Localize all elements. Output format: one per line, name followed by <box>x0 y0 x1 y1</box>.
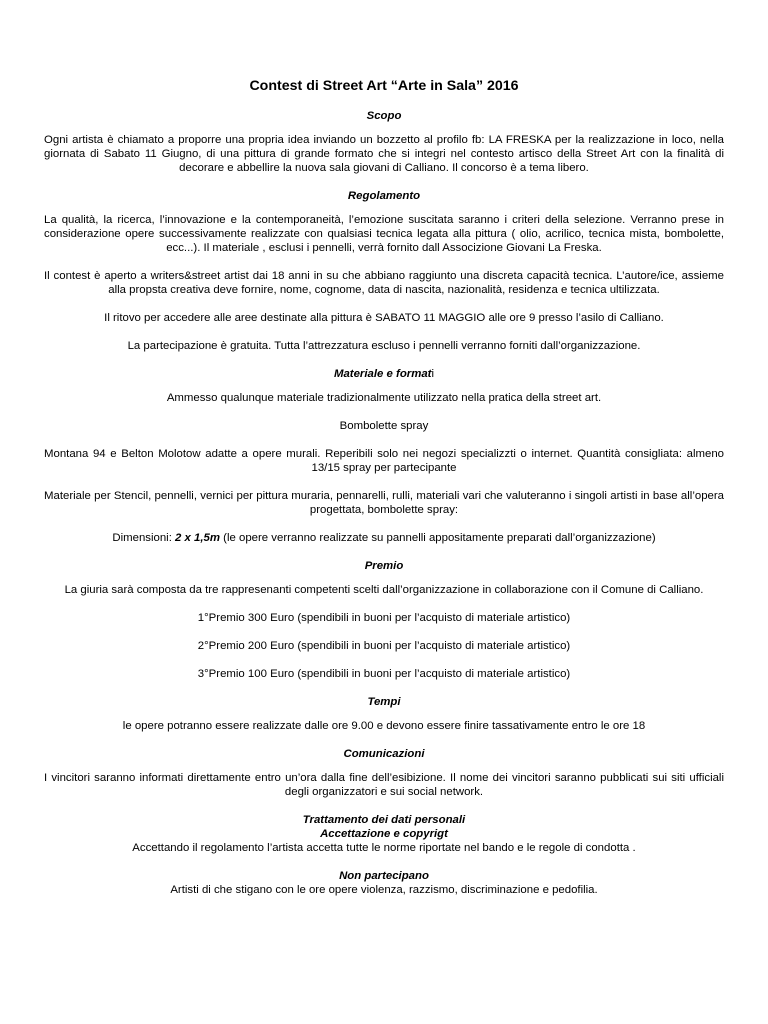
dimensioni-label: Dimensioni: <box>112 532 176 544</box>
section-heading-tempi: Tempi <box>367 696 401 708</box>
regolamento-paragraph-3: Il ritovo per accedere alle aree destinate alla pittura è SABATO 11 MAGGIO alle ore 9 presso l’asilo di Calliano. <box>104 312 664 324</box>
section-heading-materiale <box>44 367 724 381</box>
section-heading-accettazione: Accettazione e copyrigt <box>320 828 448 840</box>
prize-item-3: 3°Premio 100 Euro (spendibili in buoni per l’acquisto di materiale artistico) <box>197 668 571 680</box>
dimensioni-value: 2 x 1,5m <box>175 532 220 544</box>
materiale-heading-main: Materiale e format <box>333 368 432 380</box>
tempi-text: le opere potranno essere realizzate dalle ore 9.00 e devono essere finire tassativamente entro le ore 18 <box>122 720 646 732</box>
comunicazioni-text: I vincitori saranno informati direttamente entro un’ora dalla fine dell’esibizione. Il nome dei vincitori saranno pubblicati sui siti ufficiali degli organizzatori e sui social network. <box>44 772 724 798</box>
document-title: Contest di Street Art “Arte in Sala” 2016 <box>249 78 519 94</box>
scopo-text: Ogni artista è chiamato a proporre una propria idea inviando un bozzetto al profilo fb: LA FRESKA per la realizzazione in loco, nella giornata di Sabato 11 Giugno, di una pittura di grande formato che si integri nel contesto artisco della Street Art con la finalità di decorare e abbellire la nuova sala giovani di Calliano. Il concorso è a tema libero. <box>44 134 724 174</box>
prize-item-2: 2°Premio 200 Euro (spendibili in buoni per l’acquisto di materiale artistico) <box>197 640 571 652</box>
section-heading-trattamento: Trattamento dei dati personali <box>302 814 466 826</box>
dimensioni-line <box>44 531 724 545</box>
prize-item-1: 1°Premio 300 Euro (spendibili in buoni per l’acquisto di materiale artistico) <box>197 612 571 624</box>
section-heading-regolamento: Regolamento <box>347 190 421 202</box>
trattamento-text: Accettando il regolamento l’artista accetta tutte le norme riportate nel bando e le regole di condotta . <box>132 842 636 854</box>
section-heading-scopo: Scopo <box>366 110 402 122</box>
materiale-paragraph-2: Bombolette spray <box>339 420 429 432</box>
materiale-paragraph-3: Montana 94 e Belton Molotow adatte a opere murali. Reperibili solo nei negozi specializzti o internet. Quantità consigliata: almeno 13/15 spray per partecipante <box>44 448 724 474</box>
regolamento-paragraph-4: La partecipazione è gratuita. Tutta l’attrezzatura escluso i pennelli verranno forniti dall’organizzazione. <box>127 340 641 352</box>
section-heading-non-partecipano: Non partecipano <box>339 870 429 882</box>
materiale-paragraph-4: Materiale per Stencil, pennelli, vernici per pittura muraria, pennarelli, rulli, materiali vari che valuteranno i singoli artisti in base all’opera progettata, bombolette spray: <box>44 490 724 516</box>
regolamento-paragraph-2: Il contest è aperto a writers&street artist dai 18 anni in su che abbiano raggiunto una discreta capacità tecnica. L’autore/ice, assieme alla propsta creativa deve fornire, nome, cognome, data di nascita, nazionalità, residenza e tecnica ultilizzata. <box>44 270 724 296</box>
section-heading-premio: Premio <box>364 560 404 572</box>
section-heading-comunicazioni: Comunicazioni <box>343 748 425 760</box>
dimensioni-note: (le opere verranno realizzate su pannelli appositamente preparati dall’organizzazione) <box>220 532 656 544</box>
document-body <box>44 78 724 897</box>
materiale-heading-tail: i <box>431 368 435 380</box>
regolamento-paragraph-1: La qualità, la ricerca, l’innovazione e la contemporaneità, l’emozione suscitata saranno i criteri della selezione. Verranno prese in considerazione opere successivamente realizzate con qualsiasi tecnica legata alla pittura ( olio, acrilico, tecnica mista, bombolette, ecc...). Il materiale , esclusi i pennelli, verrà fornito dall Associzione Giovani La Freska. <box>44 214 724 254</box>
premio-paragraph: La giuria sarà composta da tre rappresenanti competenti scelti dall’organizzazione in collaborazione con il Comune di Calliano. <box>64 584 704 596</box>
materiale-paragraph-1: Ammesso qualunque materiale tradizionalmente utilizzato nella pratica della street art. <box>166 392 602 404</box>
non-partecipano-text: Artisti di che stigano con le ore opere violenza, razzismo, discriminazione e pedofilia. <box>170 884 598 896</box>
